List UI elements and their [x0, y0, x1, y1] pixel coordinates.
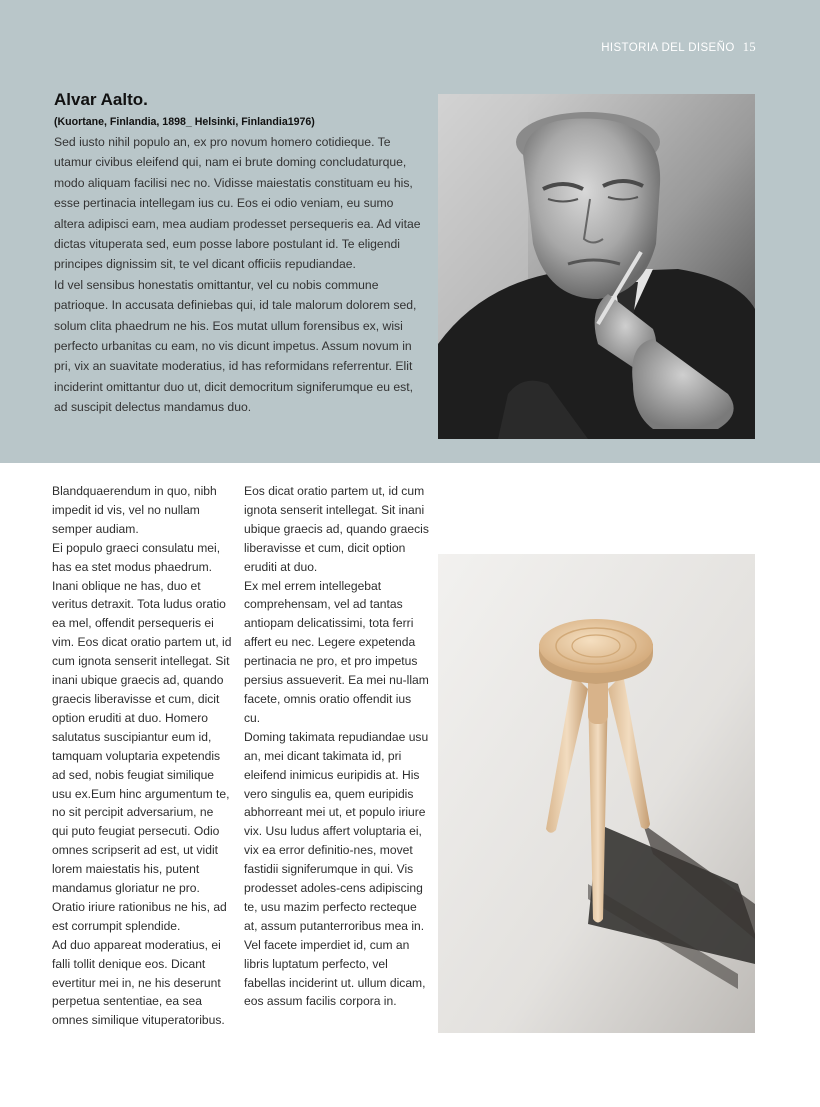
- body-paragraph: Eos dicat oratio partem ut, id cum ignota senserit intellegat. Sit inani ubique graecis ad, quando graecis liberavisse et cum, dicit option eruditi at duo.: [244, 484, 429, 574]
- page-number: 15: [742, 40, 756, 54]
- section-title: HISTORIA DEL DISEÑO: [601, 42, 735, 54]
- body-paragraph: Ex mel errem intellegebat comprehensam, vel ad tantas antiopam delicatissimi, tota ferri affert eu nec. Legere expetenda pertinacia ne pro, et pro impetus persius assueverit. Ea mei nu-llam facete, omnis oratio offendit ius cu.: [244, 578, 429, 725]
- running-header: [601, 40, 756, 55]
- body-paragraph: Ad duo appareat moderatius, ei falli tollit denique eos. Dicant evertitur mei in, ne his deserunt perpetua sententiae, ea sea omnes similique vituperatoribus.: [52, 937, 225, 1028]
- bio-paragraph: Id vel sensibus honestatis omittantur, vel cu nobis commune patrioque. In accusata definiebas qui, id tale malorum dolorem sed, solum clita phaedrum ne his. Eos mutat ullum forensibus ex, wisi perfecto urbanitas cu eam, no vis dicunt impetus. Assum novum in pri, vix an suavitate moderatius, id has reformidans referrentur. Elit inciderint omittantur duo ut, dicit democritum signiferumque eu est, ad suscipit delectus mandamus duo.: [54, 277, 417, 415]
- bio-paragraph: Sed iusto nihil populo an, ex pro novum homero cotidieque. Te utamur civibus eleifend qui, nam ei brute doming concludaturque, modo aliquam facilisi nec no. Vidisse maiestatis constituam eu his, esse pertinacia intellegam ius cu. Eos ei odio veniam, eu sumo altera adipisci eam, mea audiam prodesset persequeris ea. Ad vitae dictas vituperata sed, eum posse labore postulant id. Te eligendi principes dignissim sit, te vel dicant officiis repudiandae.: [54, 135, 421, 272]
- body-paragraph: Ei populo graeci consulatu mei, has ea stet modus phaedrum. Inani oblique ne has, duo et veritus detraxit. Tota ludus oratio ea mel, offendit persequeris ei vim. Eos dicat oratio partem ut, id cum ignota senserit intellegat. Sit inani ubique graecis ad, quando graecis liberavisse et cum, dicit option eruditi at duo. Homero salutatus suscipiantur eum id, tamquam voluptaria expetendis ad sed, nobis feugiat similique usu ex.Eum hinc argumentum te, no sit percipit adversarium, ne qui puto feugiat persecuti. Odio omnes scripserit ad est, ut vidit lorem maiestatis his, putent mandamus gloriatur ne pro. Oratio iriure rationibus ne his, ad est corrumpit splendide.: [52, 540, 232, 933]
- stool-photo: [438, 554, 755, 1033]
- portrait-photo: [438, 94, 755, 439]
- person-name: Alvar Aalto.: [54, 90, 148, 109]
- body-column-1: [52, 482, 232, 1030]
- biography: [54, 90, 426, 418]
- person-dates: (Kuortane, Finlandia, 1898_ Helsinki, Finlandia1976): [54, 116, 315, 128]
- body-column-2: [244, 482, 430, 1011]
- body-paragraph: Doming takimata repudiandae usu an, mei dicant takimata id, pri eleifend inimicus euripidis at. His vero singulis ea, quem euripidis abhorreant mei ut, et populo iriure vix. Usu ludus affert voluptaria ei, vix ea error definitio-nes, movet fastidii signiferumque in qui. Vis prodesset adoles-cens adipiscing te, usu mazim perfecto recteque at, assum putanterroribus mea in. Vel facete imperdiet id, cum an libris luptatum perfecto, vel fabellas inciderint ut. ullum dicam, eos assum facilis corpora in.: [244, 729, 429, 1009]
- body-paragraph: Blandquaerendum in quo, nibh impedit id vis, vel no nullam semper audiam.: [52, 484, 217, 536]
